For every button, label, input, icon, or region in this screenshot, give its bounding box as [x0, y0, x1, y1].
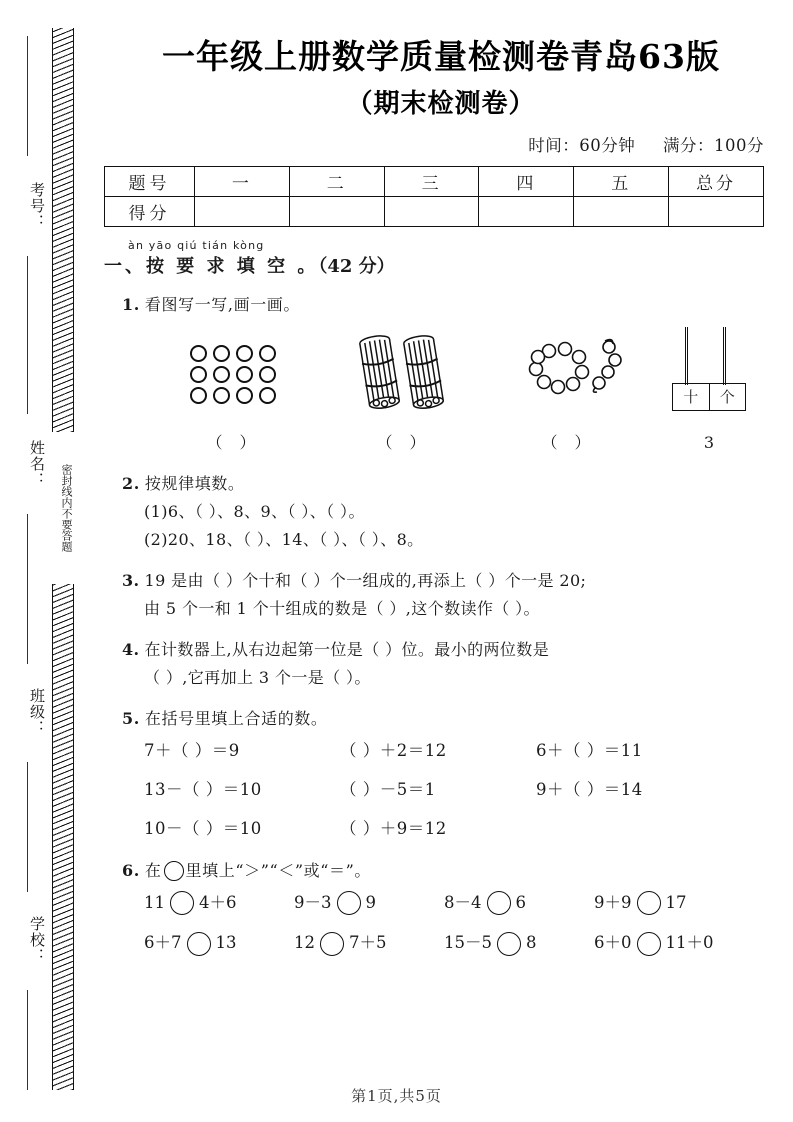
equation-item — [536, 815, 732, 844]
question-2 — [122, 470, 786, 554]
question-1-head — [122, 291, 786, 319]
section-heading — [104, 239, 786, 278]
circle-icon — [213, 387, 230, 404]
sidebar-field-exam-number: 考号： — [28, 182, 46, 230]
question-6-number: 6. — [122, 860, 140, 880]
compare-circle-icon[interactable] — [337, 891, 361, 915]
question-1 — [122, 291, 786, 457]
exam-meta — [96, 132, 786, 156]
table-row-header — [105, 166, 764, 196]
equation-row — [144, 737, 786, 766]
comparison-left: 6＋7 — [144, 933, 182, 953]
answer-blank[interactable]: （ ） — [206, 432, 262, 452]
question-1-number: 1. — [122, 294, 140, 314]
comparison-right: 6 — [515, 892, 526, 912]
compare-circle-icon — [164, 861, 184, 881]
figure-beads — [484, 327, 654, 457]
counter-value: 3 — [703, 432, 715, 452]
comparison-left: 6＋0 — [594, 933, 632, 953]
equation-item[interactable]: 13－（ ）＝10 — [144, 779, 262, 799]
question-3 — [122, 567, 786, 623]
compare-circle-icon[interactable] — [637, 891, 661, 915]
question-2-body — [144, 498, 786, 554]
circle-icon — [213, 345, 230, 362]
question-4-line-1[interactable] — [122, 636, 786, 664]
circle-icon — [236, 387, 253, 404]
circle-icon — [259, 387, 276, 404]
section-points: （42 分） — [318, 255, 395, 277]
comparison-row — [144, 889, 786, 918]
table-row-score — [105, 196, 764, 226]
comparison-left: 12 — [294, 933, 315, 953]
compare-circle-icon[interactable] — [170, 891, 194, 915]
question-1-text: 看图写一写,画一画。 — [144, 294, 300, 314]
score-cell[interactable] — [479, 196, 574, 226]
figure-stick-bundles — [324, 327, 484, 457]
question-1-figures — [144, 327, 764, 457]
page-subtitle: （期末检测卷） — [346, 88, 536, 119]
equation-row — [144, 776, 786, 805]
equation-item[interactable]: （ ）＋2＝12 — [340, 740, 447, 760]
exam-sheet — [96, 0, 786, 1122]
table-score-label: 得分 — [105, 196, 195, 226]
sidebar-rule-1 — [27, 36, 28, 156]
question-4-line-2[interactable]: （ ）,它再加上 3 个一是（ ）。 — [144, 667, 371, 687]
comparison-left: 15－5 — [444, 933, 492, 953]
counter-rod-tens — [685, 327, 688, 385]
table-header-cell: 五 — [574, 166, 669, 196]
dot-grid — [190, 345, 279, 404]
circle-icon — [236, 345, 253, 362]
sidebar-rule-3 — [27, 514, 28, 664]
question-5-text: 在括号里填上合适的数。 — [144, 708, 328, 728]
question-6 — [122, 857, 786, 959]
counter-base — [672, 383, 746, 411]
compare-circle-icon[interactable] — [320, 932, 344, 956]
seal-line-text: 密封线内不要答题 — [50, 432, 76, 584]
question-4-text-1: 在计数器上,从右边起第一位是（ ）位。最小的两位数是 — [144, 639, 550, 659]
question-2-line-2[interactable]: (2)20、18、（ ）、14、（ ）、（ ）、8。 — [144, 529, 424, 549]
question-3-number: 3. — [122, 570, 140, 590]
question-3-line-2[interactable]: 由 5 个一和 1 个十组成的数是（ ）,这个数读作（ ）。 — [144, 598, 540, 618]
question-5-equations — [144, 737, 786, 844]
counter-rod-ones — [723, 327, 726, 385]
equation-item[interactable]: 6＋（ ）＝11 — [536, 740, 643, 760]
comparison-item[interactable] — [594, 889, 744, 918]
compare-circle-icon[interactable] — [637, 932, 661, 956]
question-2-head — [122, 470, 786, 498]
comparison-right: 7＋5 — [349, 933, 387, 953]
table-header-cell: 一 — [195, 166, 290, 196]
comparison-right: 9 — [365, 892, 376, 912]
comparison-item[interactable] — [594, 929, 744, 958]
circle-icon — [190, 387, 207, 404]
equation-item[interactable]: 10－（ ）＝10 — [144, 818, 262, 838]
table-header-cell: 题号 — [105, 166, 195, 196]
compare-circle-icon[interactable] — [497, 932, 521, 956]
question-6-head — [122, 857, 786, 885]
circle-icon — [190, 366, 207, 383]
answer-blank[interactable]: （ ） — [541, 432, 597, 452]
comparison-left: 9－3 — [294, 892, 332, 912]
table-header-cell: 四 — [479, 166, 574, 196]
question-4 — [122, 636, 786, 692]
full-score: 满分：100分 — [663, 135, 764, 155]
comparison-right: 11＋0 — [665, 933, 714, 953]
counter-label-ones: 个 — [719, 387, 735, 406]
beads-icon — [509, 335, 629, 415]
equation-item[interactable]: （ ）＋9＝12 — [340, 818, 447, 838]
equation-row — [144, 815, 786, 844]
table-header-cell: 总分 — [669, 166, 764, 196]
comparison-right: 8 — [526, 933, 537, 953]
comparison-row — [144, 929, 786, 958]
compare-circle-icon[interactable] — [187, 932, 211, 956]
page-title: 一年级上册数学质量检测卷青岛63版 — [162, 37, 720, 76]
question-2-text: 按规律填数。 — [144, 473, 245, 493]
section-pinyin: àn yāo qiú tián kòng — [128, 238, 265, 252]
comparison-item[interactable] — [444, 929, 594, 958]
page-footer: 第1页,共5页 — [351, 1087, 442, 1105]
comparison-item[interactable] — [144, 889, 294, 918]
score-cell[interactable] — [669, 196, 764, 226]
equation-item[interactable]: （ ）－5＝1 — [340, 779, 436, 799]
question-2-line-1[interactable]: (1)6、（ ）、8、9、（ ）、（ ）。 — [144, 501, 365, 521]
sidebar-field-class: 班级： — [28, 688, 46, 736]
circle-icon — [236, 366, 253, 383]
place-value-counter-icon — [667, 327, 751, 423]
circle-icon — [190, 345, 207, 362]
question-6-text-post: 里填上“＞”“＜”或“＝”。 — [185, 860, 371, 880]
table-header-cell: 二 — [289, 166, 384, 196]
question-5-head — [122, 705, 786, 733]
circle-icon — [213, 366, 230, 383]
comparison-left: 11 — [144, 892, 165, 912]
circle-icon — [259, 366, 276, 383]
sidebar-rule-4 — [27, 762, 28, 892]
score-cell[interactable] — [384, 196, 479, 226]
question-6-text-pre: 在 — [144, 860, 162, 880]
question-6-comparisons — [144, 889, 786, 959]
sidebar-field-school: 学校： — [28, 916, 46, 964]
circle-icon — [259, 345, 276, 362]
section-title-text: 一、按 要 求 填 空 。 — [104, 255, 319, 277]
stick-bundle-icon — [356, 329, 452, 421]
comparison-item[interactable] — [294, 889, 444, 918]
figure-place-counter — [654, 327, 764, 457]
time-limit: 时间：60分钟 — [528, 135, 636, 155]
question-4-number: 4. — [122, 639, 140, 659]
comparison-left: 8－4 — [444, 892, 482, 912]
comparison-item[interactable] — [444, 889, 594, 918]
section-title — [104, 252, 786, 278]
score-cell[interactable] — [195, 196, 290, 226]
sidebar-rule-5 — [27, 990, 28, 1090]
question-3-text-1: 19 是由（ ）个十和（ ）个一组成的,再添上（ ）个一是 20; — [144, 570, 587, 590]
comparison-item[interactable] — [144, 929, 294, 958]
answer-blank[interactable]: （ ） — [376, 432, 432, 452]
sidebar-field-name: 姓名： — [28, 440, 46, 488]
score-table — [104, 166, 764, 227]
figure-dot-grid — [144, 327, 324, 457]
compare-circle-icon[interactable] — [487, 891, 511, 915]
equation-item[interactable]: 9＋（ ）＝14 — [536, 779, 643, 799]
equation-item[interactable]: 7＋（ ）＝9 — [144, 740, 240, 760]
question-5 — [122, 705, 786, 844]
question-2-number: 2. — [122, 473, 140, 493]
score-cell[interactable] — [289, 196, 384, 226]
sidebar-rule-2 — [27, 256, 28, 414]
comparison-right: 4＋6 — [199, 892, 237, 912]
counter-label-tens: 十 — [673, 384, 710, 410]
comparison-right: 13 — [215, 933, 237, 953]
comparison-item[interactable] — [294, 929, 444, 958]
table-header-cell: 三 — [384, 166, 479, 196]
comparison-right: 17 — [665, 892, 687, 912]
score-cell[interactable] — [574, 196, 669, 226]
comparison-left: 9＋9 — [594, 892, 632, 912]
question-3-line-1[interactable] — [122, 567, 786, 595]
question-5-number: 5. — [122, 708, 140, 728]
